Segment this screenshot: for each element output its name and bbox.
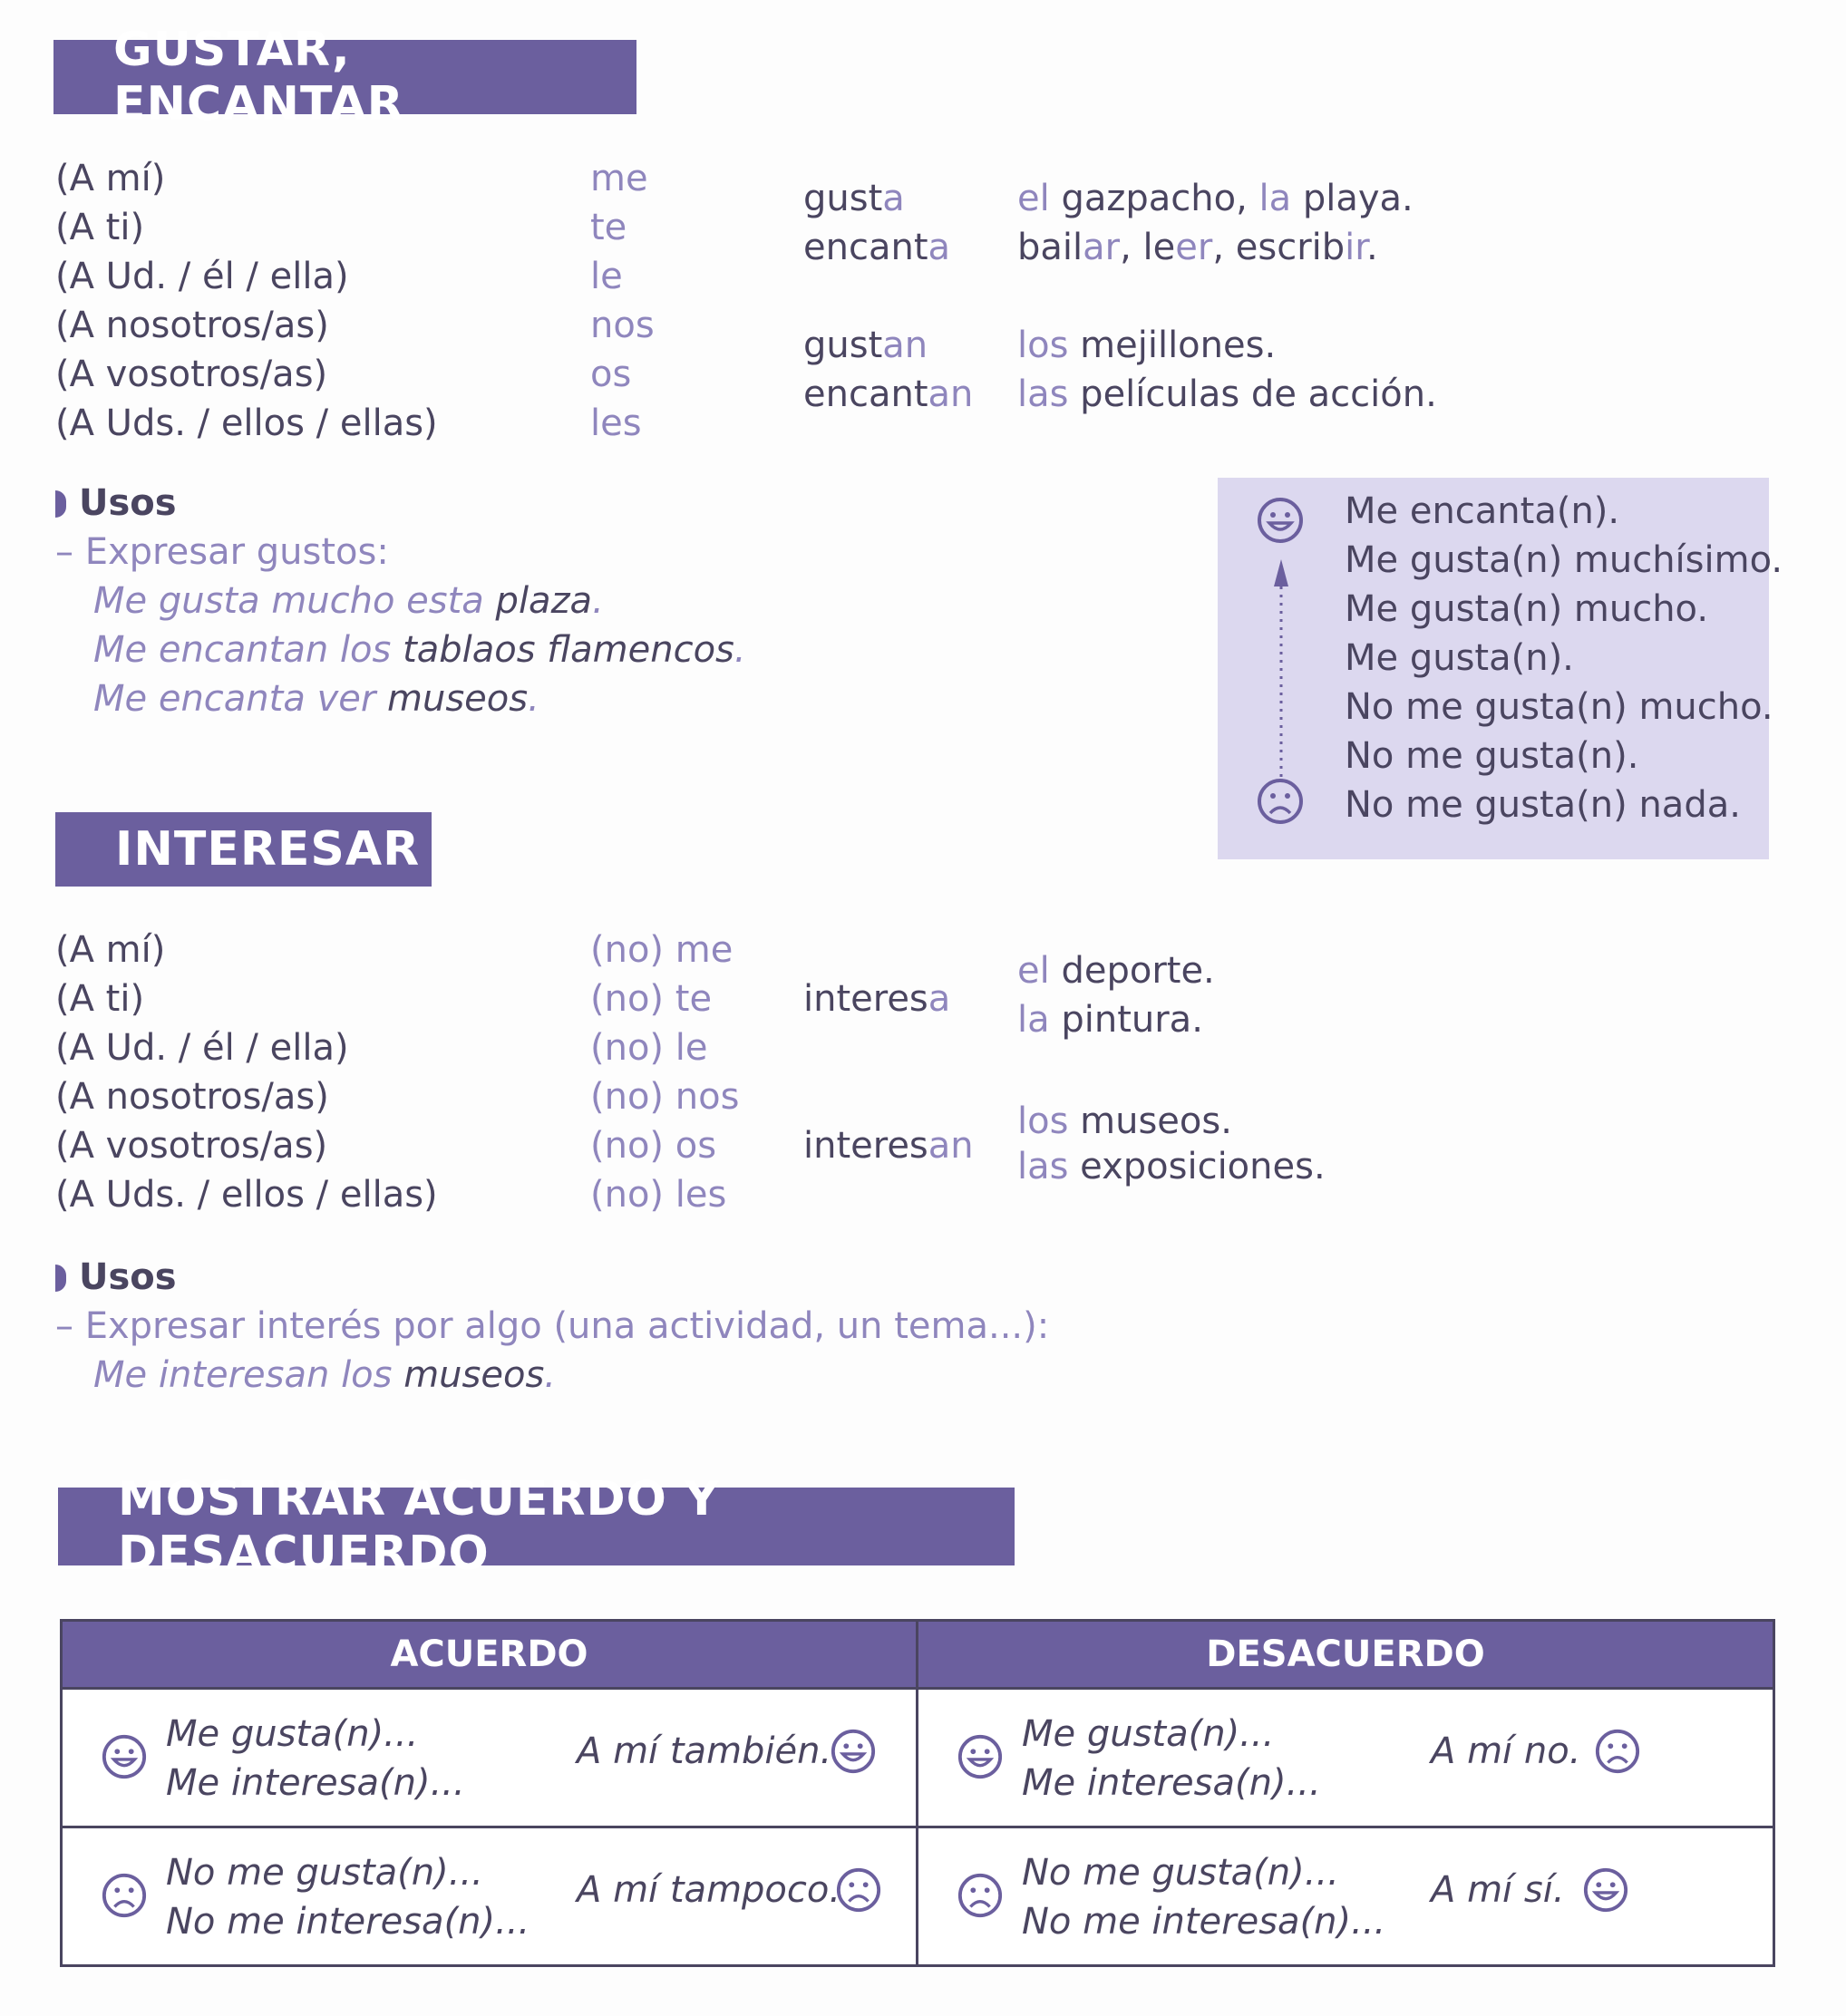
- pronoun-subject: (A nosotros/as): [55, 1076, 329, 1118]
- pronoun-subject: (A mí): [55, 929, 166, 971]
- usos-example: Me encantan los tablaos flamencos.: [93, 629, 746, 671]
- pronoun-clitic: os: [590, 354, 632, 395]
- section-title-acuerdo-text: MOSTRAR ACUERDO Y DESACUERDO: [118, 1472, 720, 1581]
- table-cell: [918, 1689, 1774, 1827]
- pronoun-subject: (A vosotros/as): [55, 1125, 328, 1167]
- object-plural-2: las películas de acción.: [1017, 373, 1437, 415]
- verb-interesan: interesan: [803, 1125, 974, 1167]
- table-header-row: [62, 1621, 1774, 1689]
- usos-heading: Usos: [55, 1253, 177, 1302]
- response-text: A mí sí.: [1431, 1869, 1565, 1911]
- table-cell: [62, 1827, 918, 1966]
- happy-face-icon: [1256, 496, 1305, 545]
- usos-item: – Expresar gustos:: [55, 531, 389, 573]
- statement-text: No me gusta(n)... No me interesa(n)...: [1022, 1852, 1386, 1943]
- section-title-interesar-text: INTERESAR: [115, 822, 421, 877]
- pronoun-subject: (A vosotros/as): [55, 354, 328, 395]
- statement-text: Me gusta(n)... Me interesa(n)...: [166, 1713, 465, 1804]
- pronoun-subject: (A Ud. / él / ella): [55, 256, 349, 297]
- verb-encanta: encanta: [803, 227, 951, 268]
- sad-face-icon: [835, 1866, 882, 1917]
- pronoun-clitic: me: [590, 158, 648, 199]
- sad-face-icon: [1256, 777, 1305, 826]
- statement-text: No me gusta(n)... No me interesa(n)...: [166, 1852, 530, 1943]
- response-text: A mí no.: [1431, 1730, 1581, 1772]
- sad-face-icon: [101, 1872, 148, 1923]
- scale-item: No me gusta(n) mucho.: [1345, 686, 1773, 728]
- object-singular: la pintura.: [1017, 999, 1203, 1041]
- pronoun-clitic: (no) nos: [590, 1076, 740, 1118]
- usos-example: Me gusta mucho esta plaza.: [93, 580, 604, 622]
- pronoun-subject: (A ti): [55, 207, 145, 248]
- usos-marker-icon: [55, 490, 66, 518]
- table-cell: [62, 1689, 918, 1827]
- pronoun-clitic: (no) te: [590, 978, 713, 1020]
- table-cell: [918, 1827, 1774, 1966]
- scale-item: No me gusta(n) nada.: [1345, 784, 1741, 826]
- sad-face-icon: [1594, 1728, 1641, 1779]
- happy-face-icon: [1582, 1866, 1629, 1917]
- usos-example: Me interesan los museos.: [93, 1354, 557, 1396]
- response-text: A mí tampoco.: [577, 1869, 841, 1911]
- agreement-table: [60, 1619, 1775, 1967]
- column-header-desacuerdo: DESACUERDO: [918, 1621, 1774, 1689]
- section-title-gustar: [53, 23, 636, 131]
- section-title-gustar-text: GUSTAR, ENCANTAR: [113, 23, 404, 131]
- table-row: [62, 1827, 1774, 1966]
- section-title-acuerdo: [58, 1472, 1015, 1581]
- pronoun-subject: (A Uds. / ellos / ellas): [55, 402, 438, 444]
- pronoun-clitic: nos: [590, 305, 655, 346]
- verb-gustan: gustan: [803, 325, 928, 366]
- verb-interesa: interesa: [803, 978, 951, 1020]
- verb-encantan: encantan: [803, 373, 974, 415]
- usos-heading: Usos: [55, 479, 177, 528]
- scale-item: Me gusta(n) muchísimo.: [1345, 539, 1783, 581]
- object-singular-nouns: el gazpacho, la playa.: [1017, 178, 1414, 219]
- pronoun-clitic: (no) os: [590, 1125, 717, 1167]
- usos-example: Me encanta ver museos.: [93, 678, 539, 720]
- scale-item: No me gusta(n).: [1345, 735, 1639, 777]
- sad-face-icon: [957, 1872, 1004, 1923]
- pronoun-subject: (A mí): [55, 158, 166, 199]
- pronoun-clitic: le: [590, 256, 623, 297]
- pronoun-clitic: (no) me: [590, 929, 734, 971]
- scale-item: Me encanta(n).: [1345, 490, 1620, 532]
- section-title-interesar: [55, 812, 432, 887]
- object-plural: los museos.: [1017, 1100, 1232, 1142]
- up-arrow-icon: [1270, 559, 1292, 777]
- preference-scale-box: [1218, 478, 1783, 859]
- happy-face-icon: [957, 1733, 1004, 1784]
- usos-item: – Expresar interés por algo (una actividad, un tema...):: [55, 1305, 1050, 1347]
- pronoun-subject: (A ti): [55, 978, 145, 1020]
- pronoun-subject: (A nosotros/as): [55, 305, 329, 346]
- table-row: [62, 1689, 1774, 1827]
- usos-marker-icon: [55, 1265, 66, 1292]
- response-text: A mí también.: [577, 1730, 832, 1772]
- pronoun-clitic: (no) les: [590, 1174, 727, 1216]
- pronoun-clitic: te: [590, 207, 627, 248]
- object-singular: el deporte.: [1017, 950, 1215, 992]
- pronoun-subject: (A Uds. / ellos / ellas): [55, 1174, 438, 1216]
- statement-text: Me gusta(n)... Me interesa(n)...: [1022, 1713, 1321, 1804]
- scale-item: Me gusta(n) mucho.: [1345, 588, 1709, 630]
- pronoun-clitic: les: [590, 402, 642, 444]
- verb-gusta: gusta: [803, 178, 905, 219]
- pronoun-clitic: (no) le: [590, 1027, 708, 1069]
- happy-face-icon: [830, 1728, 877, 1779]
- object-plural: las exposiciones.: [1017, 1146, 1326, 1187]
- object-infinitives: bailar, leer, escribir.: [1017, 227, 1378, 268]
- pronoun-subject: (A Ud. / él / ella): [55, 1027, 349, 1069]
- scale-item: Me gusta(n).: [1345, 637, 1574, 679]
- object-plural-1: los mejillones.: [1017, 325, 1277, 366]
- column-header-acuerdo: ACUERDO: [62, 1621, 918, 1689]
- happy-face-icon: [101, 1733, 148, 1784]
